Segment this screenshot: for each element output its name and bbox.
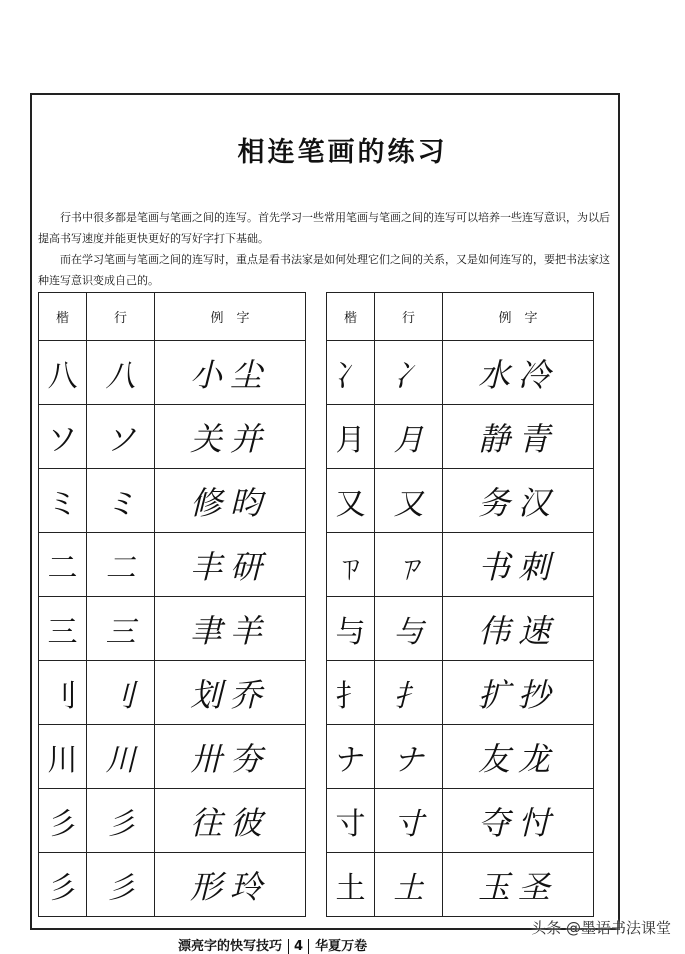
stroke-table-right [326,292,594,917]
example-chars: 划乔 [155,661,306,725]
xing-stroke: 土 [375,853,443,917]
example-chars: 修昀 [155,469,306,533]
kai-stroke: 八 [39,341,87,405]
xing-stroke: ソ [87,405,155,469]
table-header-row [327,293,594,341]
xing-stroke: ナ [375,725,443,789]
xing-stroke: 彡 [87,789,155,853]
example-chars: 小尘 [155,341,306,405]
table-row [327,853,594,917]
table-row [39,725,306,789]
example-chars: 往彼 [155,789,306,853]
example-chars: 夺忖 [443,789,594,853]
xing-stroke: ミ [87,469,155,533]
example-chars: 务汉 [443,469,594,533]
xing-stroke: 彡 [87,853,155,917]
example-chars: 伟速 [443,597,594,661]
stroke-table-left [38,292,306,917]
table-row [39,597,306,661]
footer-publisher: 华夏万卷 [315,939,368,954]
xing-stroke: 八 [87,341,155,405]
kai-stroke: 冫 [327,341,375,405]
xing-stroke: 月 [375,405,443,469]
table-row [39,661,306,725]
table-row [327,661,594,725]
example-chars: 关并 [155,405,306,469]
table-row [327,341,594,405]
header-xing: 行 [87,293,155,341]
kai-stroke: ㄗ [327,533,375,597]
kai-stroke: 刂 [39,661,87,725]
example-chars: 扩抄 [443,661,594,725]
table-row [327,789,594,853]
example-chars: 静青 [443,405,594,469]
example-chars: 友龙 [443,725,594,789]
kai-stroke: 川 [39,725,87,789]
example-chars: 水冷 [443,341,594,405]
kai-stroke: 二 [39,533,87,597]
intro-paragraph-1: 行书中很多都是笔画与笔画之间的连写。首先学习一些常用笔画与笔画之间的连写可以培养一些连写意识，为以后提高书写速度并能更快更好的写好字打下基础。 [38,211,610,245]
intro-paragraph-2: 而在学习笔画与笔画之间的连写时，重点是看书法家是如何处理它们之间的关系，又是如何连写的，要把书法家这种连写意识变成自己的。 [38,253,610,287]
kai-stroke: ナ [327,725,375,789]
table-row [327,597,594,661]
example-chars: 形玲 [155,853,306,917]
kai-stroke: 彡 [39,853,87,917]
kai-stroke: ミ [39,469,87,533]
kai-stroke: 土 [327,853,375,917]
kai-stroke: ソ [39,405,87,469]
kai-stroke: 三 [39,597,87,661]
xing-stroke: 三 [87,597,155,661]
kai-stroke: 又 [327,469,375,533]
header-xing: 行 [375,293,443,341]
xing-stroke: 冫 [375,341,443,405]
header-example: 例 字 [443,293,594,341]
xing-stroke: 川 [87,725,155,789]
xing-stroke: ㄗ [375,533,443,597]
example-chars: 玉圣 [443,853,594,917]
table-row [39,341,306,405]
header-kai: 楷 [327,293,375,341]
footer-book-title: 漂亮字的快写技巧 [178,939,283,954]
example-chars: 丰研 [155,533,306,597]
table-row [327,725,594,789]
table-header-row [39,293,306,341]
xing-stroke: 与 [375,597,443,661]
xing-stroke: 扌 [375,661,443,725]
table-row [39,789,306,853]
page-footer [178,935,367,954]
kai-stroke: 月 [327,405,375,469]
table-row [327,405,594,469]
page-title: 相连笔画的练习 [237,137,448,168]
table-row [327,533,594,597]
table-row [39,853,306,917]
table-row [39,533,306,597]
xing-stroke: 刂 [87,661,155,725]
xing-stroke: 二 [87,533,155,597]
table-row [39,405,306,469]
kai-stroke: 与 [327,597,375,661]
kai-stroke: 扌 [327,661,375,725]
watermark-text: 头条 @墨语书法课堂 [531,919,671,937]
xing-stroke: 寸 [375,789,443,853]
kai-stroke: 彡 [39,789,87,853]
header-example: 例 字 [155,293,306,341]
table-row [327,469,594,533]
kai-stroke: 寸 [327,789,375,853]
page-number: 4 [288,939,309,954]
example-chars: 卅夯 [155,725,306,789]
header-kai: 楷 [39,293,87,341]
example-chars: 书刺 [443,533,594,597]
table-row [39,469,306,533]
xing-stroke: 又 [375,469,443,533]
example-chars: 聿羊 [155,597,306,661]
